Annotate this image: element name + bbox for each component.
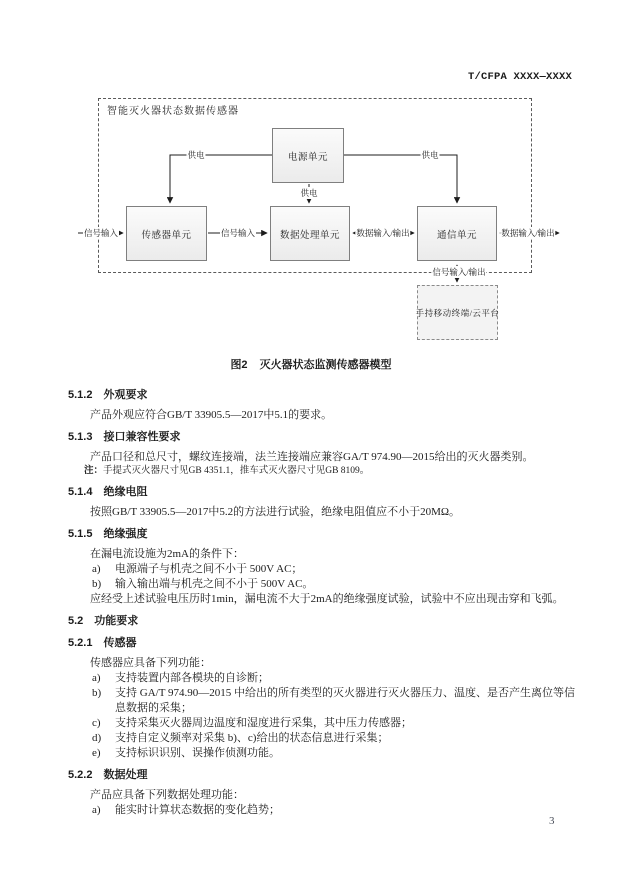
section-title: 接口兼容性要求	[103, 431, 181, 443]
document-body	[0, 358, 622, 818]
list-item	[92, 577, 580, 592]
list-text: 支持自定义频率对采集 b)、c)给出的状态信息进行采集；	[115, 732, 389, 744]
edge-label-signal-in-mid: 信号输入	[220, 228, 256, 238]
list-item	[92, 671, 580, 686]
section-heading-52	[68, 614, 578, 629]
section-number: 5.1.2	[68, 389, 93, 401]
paragraph: 产品应具备下列数据处理功能：	[90, 789, 244, 801]
edge-label-data-io-mid: 数据输入/输出	[356, 228, 410, 238]
list-marker: a)	[92, 563, 101, 575]
note-label: 注：	[84, 466, 104, 476]
edge-label-power-right: 供电	[421, 150, 439, 160]
diagram-wires	[0, 0, 622, 352]
figure-number: 图2	[230, 359, 248, 371]
section-number: 5.1.3	[68, 431, 93, 443]
section-number: 5.2.1	[68, 637, 93, 649]
list-text: 能实时计算状态数据的变化趋势；	[115, 804, 280, 816]
edge-label-signal-in-left: 信号输入	[83, 228, 119, 238]
list-marker: a)	[92, 672, 101, 684]
section-heading-514	[68, 485, 578, 500]
section-title: 数据处理	[103, 769, 148, 781]
section-heading-522	[68, 768, 578, 783]
list-item	[92, 803, 580, 818]
note-text: 手提式灭火器尺寸见GB 4351.1，推车式灭火器尺寸见GB 8109。	[103, 466, 370, 476]
list-marker: e)	[92, 747, 101, 759]
communication-unit-box: 通信单元	[417, 206, 497, 261]
list-text: 电源端子与机壳之间不小于 500V AC；	[115, 563, 303, 575]
section-title: 外观要求	[103, 389, 148, 401]
note	[84, 465, 580, 478]
figure-title: 灭火器状态监测传感器模型	[259, 359, 392, 371]
paragraph: 按照GB/T 33905.5—2017中5.2的方法进行试验，绝缘电阻值应不小于20MΩ。	[90, 506, 461, 518]
list-item	[92, 716, 580, 731]
list-marker: d)	[92, 732, 102, 744]
sensor-unit-box: 传感器单元	[126, 206, 207, 261]
section-heading-521	[68, 636, 578, 651]
terminal-cloud-box: 手持移动终端/云平台	[417, 285, 498, 340]
list-text: 支持装置内部各模块的自诊断；	[115, 672, 269, 684]
list-text: 输入输出端与机壳之间不小于 500V AC。	[115, 578, 314, 590]
paragraph: 传感器应具备下列功能：	[90, 657, 211, 669]
section-title: 绝缘强度	[103, 528, 148, 540]
list-item	[92, 731, 580, 746]
paragraph: 在漏电流设施为2mA的条件下：	[90, 548, 244, 560]
section-title: 绝缘电阻	[103, 486, 148, 498]
paragraph: 应经受上述试验电压历时1min，漏电流不大于2mA的绝缘强度试验，试验中不应出现击穿和飞弧。	[90, 593, 564, 605]
list-marker: c)	[92, 717, 101, 729]
section-heading-512	[68, 388, 578, 403]
data-processing-unit-box: 数据处理单元	[270, 206, 350, 261]
edge-power-to-sensor	[170, 155, 272, 203]
section-number: 5.1.5	[68, 528, 93, 540]
list-text: 支持采集灭火器周边温度和湿度进行采集，其中压力传感器；	[115, 717, 412, 729]
list-item	[92, 562, 580, 577]
edge-power-to-comm	[344, 155, 457, 203]
power-unit-box: 电源单元	[272, 128, 344, 183]
section-heading-515	[68, 527, 578, 542]
section-number: 5.2.2	[68, 769, 93, 781]
section-number: 5.1.4	[68, 486, 93, 498]
edge-label-power-down: 供电	[300, 188, 318, 198]
list-text: 支持标识识别、误操作侦测功能。	[115, 747, 280, 759]
list-item	[92, 686, 580, 716]
list-marker: a)	[92, 804, 101, 816]
sensor-container-label: 智能灭火器状态数据传感器	[107, 106, 239, 117]
figure-diagram	[0, 0, 622, 352]
edge-label-signal-io-bottom: 信号输入/输出	[432, 267, 486, 277]
section-title: 功能要求	[94, 615, 139, 627]
section-title: 传感器	[103, 637, 137, 649]
edge-label-data-io-right: 数据输入/输出	[501, 228, 555, 238]
list-marker: b)	[92, 578, 102, 590]
paragraph: 产品口径和总尺寸，螺纹连接端，法兰连接端应兼容GA/T 974.90—2015给出的灭火器类别。	[90, 451, 534, 463]
edge-label-power-left: 供电	[187, 150, 205, 160]
list-text: 支持 GA/T 974.90—2015 中给出的所有类型的灭火器进行灭火器压力、温度、是否产生离位等信息数据的采集；	[115, 687, 575, 714]
page-number: 3	[549, 815, 555, 827]
section-heading-513	[68, 430, 578, 445]
section-number: 5.2	[68, 615, 84, 627]
list-marker: b)	[92, 687, 102, 699]
paragraph: 产品外观应符合GB/T 33905.5—2017中5.1的要求。	[90, 409, 333, 421]
figure-caption	[0, 358, 622, 373]
list-item	[92, 746, 580, 761]
doc-number: T/CFPA XXXX—XXXX	[467, 71, 572, 83]
